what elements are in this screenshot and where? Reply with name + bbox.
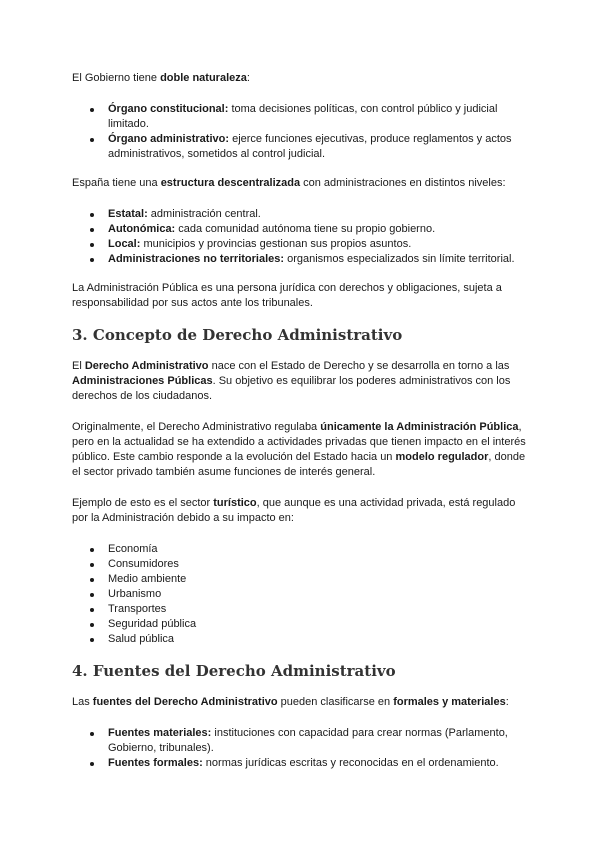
- list-item: [72, 252, 532, 267]
- text-run: . Su objetivo es equilibrar los poderes administrativos con los derechos de los ciudadanos.: [72, 375, 511, 402]
- bold-run: estructura descentralizada: [160, 177, 301, 189]
- bold-run: Administraciones Públicas: [72, 375, 213, 387]
- list-item: [72, 102, 532, 132]
- list-item: Medio ambiente: [72, 572, 532, 587]
- item-label: Órgano administrativo:: [108, 133, 230, 145]
- text-run: nace con el Estado de Derecho y se desarrolla en torno a las: [208, 360, 510, 372]
- text-run: , pero en la actualidad se ha extendido a actividades privadas que tienen impacto en el interés público. Este cambio responde a la evolución del Estado hacia un: [72, 421, 526, 463]
- estructura-paragraph: [72, 176, 532, 191]
- section-3-paragraph-3: [72, 496, 532, 526]
- item-text: cada comunidad autónoma tiene su propio gobierno.: [175, 223, 436, 235]
- fuentes-list: [72, 726, 532, 771]
- text-run: Originalmente, el Derecho Administrativo regulaba: [72, 421, 321, 433]
- item-label: Estatal:: [108, 208, 148, 220]
- list-item: Economía: [72, 542, 532, 557]
- text-run: , donde el sector privado también asume funciones de interés general.: [72, 451, 526, 478]
- bold-run: doble naturaleza: [160, 72, 247, 84]
- persona-juridica-paragraph: La Administración Pública es una persona jurídica con derechos y obligaciones, sujeta a responsabilidad por sus actos ante los tribunales.: [72, 282, 502, 309]
- text-run: España tiene una: [72, 177, 161, 189]
- list-item: Urbanismo: [72, 587, 532, 602]
- section-3-paragraph-1: [72, 359, 532, 404]
- item-text: ejerce funciones ejecutivas, produce reglamentos y actos administrativos, sometidos al control judicial.: [108, 133, 512, 160]
- item-label: Administraciones no territoriales:: [108, 253, 285, 265]
- list-item: [72, 237, 532, 252]
- item-label: Fuentes materiales:: [108, 727, 212, 739]
- list-item: Seguridad pública: [72, 617, 532, 632]
- text-run: con administraciones en distintos niveles:: [300, 177, 506, 189]
- item-text: municipios y provincias gestionan sus propios asuntos.: [140, 238, 412, 250]
- text-run: :: [246, 72, 250, 84]
- section-4-paragraph-1: [72, 695, 532, 710]
- text-run: Las: [72, 696, 93, 708]
- list-item: [72, 726, 532, 756]
- text-run: , que aunque es una actividad privada, está regulado por la Administración debido a su impacto en:: [72, 497, 516, 524]
- list-item: [72, 132, 532, 162]
- text-run: pueden clasificarse en: [277, 696, 394, 708]
- list-item: [72, 207, 532, 222]
- text-run: :: [505, 696, 509, 708]
- bold-run: turístico: [213, 497, 257, 509]
- list-item: [72, 756, 532, 771]
- niveles-list: [72, 207, 532, 267]
- list-item: [72, 222, 532, 237]
- impacto-list: [72, 542, 532, 647]
- item-label: Fuentes formales:: [108, 757, 203, 769]
- bold-run: modelo regulador: [395, 451, 489, 463]
- item-text: organismos especializados sin límite territorial.: [284, 253, 515, 265]
- list-item: Transportes: [72, 602, 532, 617]
- bold-run: fuentes del Derecho Administrativo: [92, 696, 278, 708]
- list-item: Salud pública: [72, 632, 532, 647]
- item-text: normas jurídicas escritas y reconocidas en el ordenamiento.: [202, 757, 499, 769]
- section-3-paragraph-2: [72, 420, 532, 480]
- item-text: administración central.: [147, 208, 261, 220]
- section-3-heading: 3. Concepto de Derecho Administrativo: [72, 326, 403, 344]
- text-run: Ejemplo de esto es el sector: [72, 497, 214, 509]
- list-item: Consumidores: [72, 557, 532, 572]
- text-run: El Gobierno tiene: [72, 72, 161, 84]
- item-label: Autonómica:: [108, 223, 176, 235]
- item-label: Local:: [108, 238, 141, 250]
- document-content: [72, 71, 532, 771]
- item-label: Órgano constitucional:: [108, 103, 229, 115]
- bold-run: Derecho Administrativo: [84, 360, 209, 372]
- bold-run: formales y materiales: [393, 696, 506, 708]
- section-4-heading: 4. Fuentes del Derecho Administrativo: [72, 662, 396, 680]
- text-run: El: [72, 360, 85, 372]
- item-text: toma decisiones políticas, con control público y judicial limitado.: [108, 103, 498, 130]
- item-text: instituciones con capacidad para crear normas (Parlamento, Gobierno, tribunales).: [108, 727, 508, 754]
- bold-run: únicamente la Administración Pública: [320, 421, 519, 433]
- gobierno-list: [72, 102, 532, 162]
- intro-paragraph: [72, 71, 532, 86]
